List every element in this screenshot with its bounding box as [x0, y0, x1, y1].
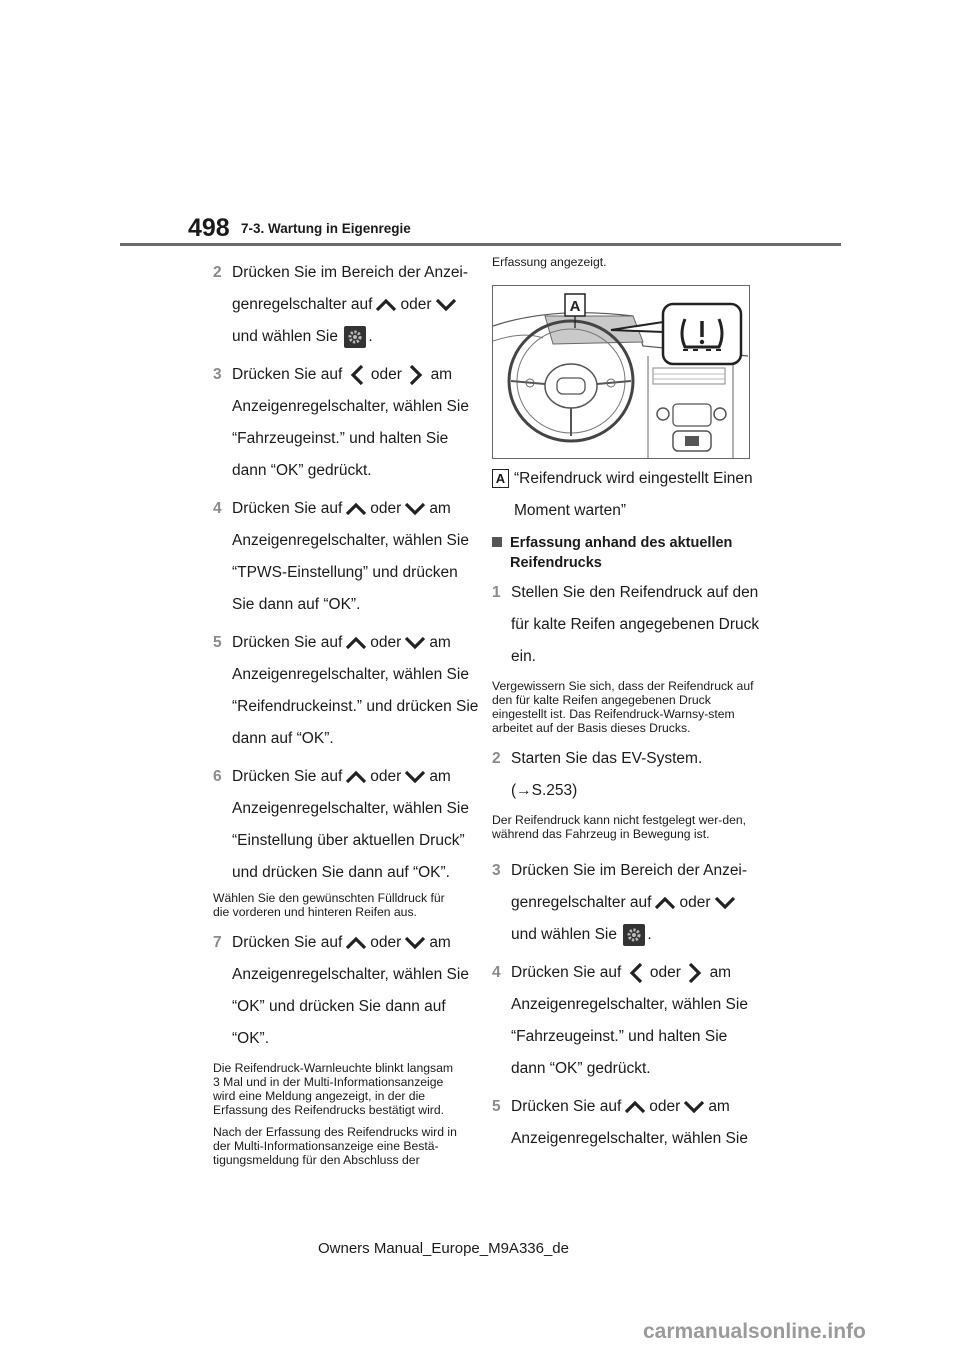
chevron-left-icon — [629, 962, 643, 984]
step-number: 5 — [213, 634, 222, 651]
step-number: 3 — [213, 366, 222, 383]
step-text: (→S.253) — [511, 782, 578, 799]
note: Der Reifendruck kann nicht festgelegt wer-den, während das Fahrzeug in Bewegung ist. — [492, 813, 747, 841]
chevron-down-icon — [404, 502, 426, 516]
step-text: für kalte Reifen angegebenen Druck — [511, 616, 760, 633]
step-text: Stellen Sie den Reifendruck auf den — [511, 584, 759, 601]
step-text: ein. — [511, 648, 536, 665]
note: Vergewissern Sie sich, dass der Reifendruck auf den für kalte Reifen angegebenen Druck eingestellt ist. Das Reifendruck-Warnsy-stem arbeitet auf der Basis dieses Drucks. — [492, 679, 754, 735]
chevron-down-icon — [404, 770, 426, 784]
chevron-down-icon — [435, 298, 457, 312]
note: Die Reifendruck-Warnleuchte blinkt langsam 3 Mal und in der Multi-Informationsanzeige wird eine Meldung angezeigt, in der die Erfassung des Reifendrucks bestätigt wird. — [213, 1061, 454, 1117]
step-2 — [213, 261, 469, 349]
steering-wheel-illustration — [493, 286, 749, 458]
chevron-down-icon — [683, 1100, 705, 1114]
step-text: Anzeigenregelschalter, wählen Sie — [232, 666, 469, 683]
chevron-up-icon — [345, 936, 367, 950]
step-text: “TPWS-Einstellung” und drücken — [232, 564, 458, 581]
step-number: 4 — [492, 964, 501, 981]
note: Erfassung angezeigt. — [492, 255, 607, 269]
chevron-up-icon — [345, 770, 367, 784]
step-text: Drücken Sie auf oder am — [511, 1098, 730, 1115]
step-text: Drücken Sie auf oder am — [232, 634, 451, 651]
chevron-right-icon — [688, 962, 702, 984]
chevron-up-icon — [345, 636, 367, 650]
step-5 — [492, 1095, 754, 1151]
step-number: 7 — [213, 934, 222, 951]
gear-icon — [623, 924, 645, 946]
chevron-down-icon — [714, 896, 736, 910]
dashboard-illustration — [492, 285, 750, 459]
note: Wählen Sie den gewünschten Fülldruck für die vorderen und hinteren Reifen aus. — [213, 891, 445, 919]
section-title: 7-3. Wartung in Eigenregie — [241, 221, 411, 236]
callout-a — [492, 467, 754, 523]
header-rule — [120, 243, 841, 246]
callout-text: Moment warten” — [514, 502, 626, 519]
step-number: 6 — [213, 768, 222, 785]
step-text: “Fahrzeugeinst.” und halten Sie — [232, 430, 449, 447]
watermark: carmanualsonline.info — [643, 1320, 866, 1343]
step-text: und wählen Sie . — [511, 923, 754, 947]
step-5 — [213, 631, 479, 751]
step-text: dann “OK” gedrückt. — [232, 462, 372, 479]
chevron-up-icon — [654, 896, 676, 910]
step-text: “Reifendruckeinst.” und drücken Sie — [232, 698, 479, 715]
step-text: Anzeigenregelschalter, wählen Sie — [232, 966, 469, 983]
step-7 — [213, 931, 469, 1051]
step-text: Drücken Sie auf oder am — [232, 934, 451, 951]
right-column — [492, 255, 760, 1165]
step-3 — [213, 363, 469, 483]
step-text: und drücken Sie dann auf “OK”. — [232, 864, 450, 881]
step-1 — [492, 581, 760, 669]
step-number: 3 — [492, 862, 501, 879]
step-text: Anzeigenregelschalter, wählen Sie — [511, 996, 748, 1013]
step-text: genregelschalter auf oder — [511, 891, 754, 915]
step-6 — [213, 765, 469, 885]
chevron-left-icon — [350, 364, 364, 386]
step-number: 2 — [213, 264, 222, 281]
step-text: Drücken Sie im Bereich der Anzei- — [511, 862, 748, 879]
step-text: genregelschalter auf oder — [232, 293, 463, 317]
chevron-up-icon — [375, 298, 397, 312]
step-text: “Einstellung über aktuellen Druck” — [232, 832, 465, 849]
chevron-up-icon — [345, 502, 367, 516]
figure-label-a: A — [569, 298, 581, 315]
step-text: Drücken Sie auf oder am — [511, 961, 754, 985]
step-text: Anzeigenregelschalter, wählen Sie — [511, 1130, 748, 1147]
step-number: 2 — [492, 750, 501, 767]
step-text: Anzeigenregelschalter, wählen Sie — [232, 532, 469, 549]
step-text: Anzeigenregelschalter, wählen Sie — [232, 398, 469, 415]
step-text: dann auf “OK”. — [232, 730, 334, 747]
step-number: 1 — [492, 584, 501, 601]
step-text: Anzeigenregelschalter, wählen Sie — [232, 800, 469, 817]
step-text: Starten Sie das EV-System. — [511, 750, 703, 767]
step-text: Drücken Sie auf oder am — [232, 363, 463, 387]
step-text: “OK”. — [232, 1030, 270, 1047]
step-text: dann “OK” gedrückt. — [511, 1060, 651, 1077]
bullet-square-icon — [492, 537, 502, 547]
step-number: 5 — [492, 1098, 501, 1115]
subheading: Erfassung anhand des aktuellen Reifendrucks — [492, 533, 754, 573]
step-text: “Fahrzeugeinst.” und halten Sie — [511, 1028, 728, 1045]
step-2 — [492, 747, 754, 803]
footer-manual-id: Owners Manual_Europe_M9A336_de — [318, 1240, 569, 1257]
step-3 — [492, 859, 754, 947]
left-column — [213, 261, 479, 1179]
page-number: 498 — [188, 214, 230, 242]
chevron-right-icon — [409, 364, 423, 386]
step-text: und wählen Sie . — [232, 325, 463, 349]
gear-icon — [344, 326, 366, 348]
callout-text: “Reifendruck wird eingestellt Einen — [514, 470, 753, 487]
chevron-down-icon — [404, 636, 426, 650]
step-number: 4 — [213, 500, 222, 517]
step-4 — [492, 961, 754, 1081]
step-text: “OK” und drücken Sie dann auf — [232, 998, 446, 1015]
chevron-down-icon — [404, 936, 426, 950]
callout-label: A — [492, 469, 509, 488]
chevron-up-icon — [624, 1100, 646, 1114]
step-text: Drücken Sie auf oder am — [232, 500, 451, 517]
step-text: Sie dann auf “OK”. — [232, 596, 361, 613]
note: Nach der Erfassung des Reifendrucks wird in der Multi-Informationsanzeige eine Bestä-tigungsmeldung für den Abschluss der — [213, 1125, 457, 1167]
step-text: Drücken Sie im Bereich der Anzei- — [232, 264, 469, 281]
step-text: Drücken Sie auf oder am — [232, 768, 451, 785]
step-4 — [213, 497, 469, 617]
